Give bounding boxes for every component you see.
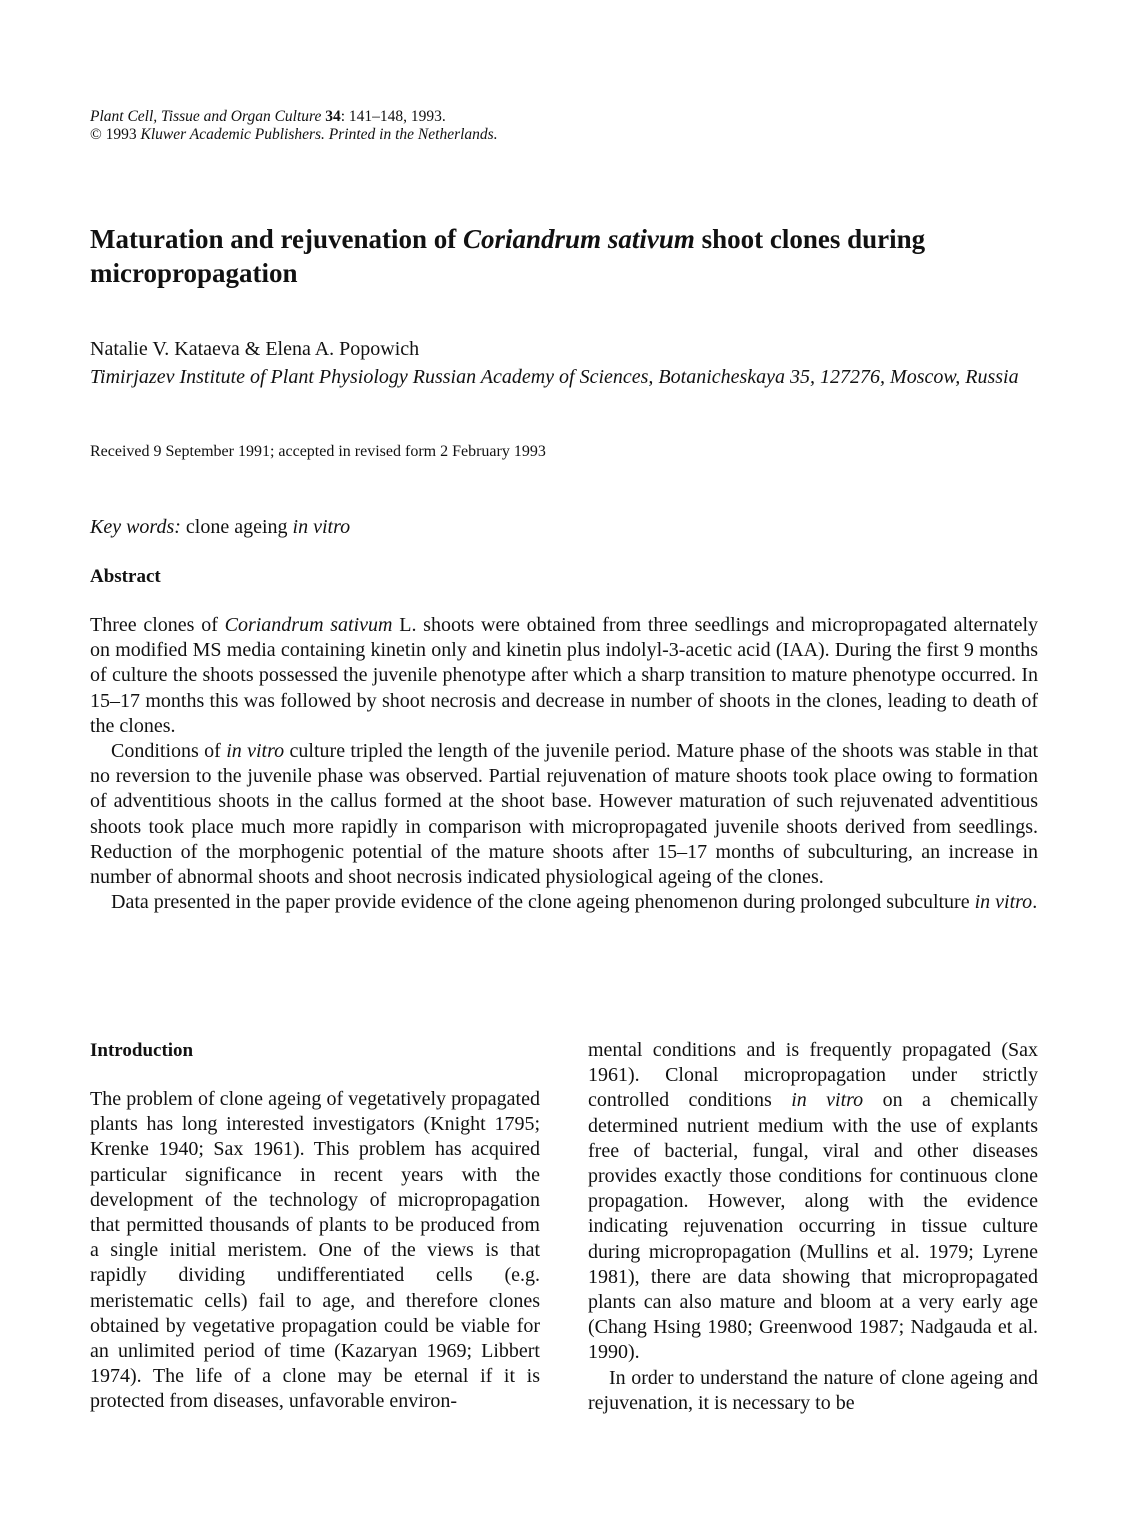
abstract-p2-italic: in vitro [226, 740, 285, 763]
journal-pages-year: : 141–148, 1993. [340, 108, 446, 125]
abstract-heading: Abstract [90, 566, 161, 587]
intro-right-a: mental conditions and is frequently propagated (Sax 1961). Clonal micropropagation under strictly controlled conditions [588, 1039, 1038, 1112]
received-dates: Received 9 September 1991; accepted in revised form 2 February 1993 [90, 443, 546, 460]
keywords-italic: in vitro [292, 516, 351, 538]
title-species: Coriandrum sativum [463, 224, 695, 254]
abstract-p2-b: culture tripled the length of the juvenile period. Mature phase of the shoots was stable in that no reversion to the juvenile phase was observed. Partial rejuvenation of mature shoots took place owing to formation of adventitious shoots in the callus formed at the shoot base. However maturation of such rejuvenated adventitious shoots took place much more rapidly in comparison with micropropagated juvenile shoots derived from seedlings. Reduction of the morphogenic potential of the mature shoots after 15–17 months of subculturing, an increase in number of abnormal shoots and shoot necrosis indicated physiological ageing of the clones. [90, 740, 1039, 889]
abstract-paragraph-3 [90, 890, 1038, 915]
abstract-p3-b: . [1032, 891, 1038, 914]
copyright-line [90, 126, 498, 144]
keywords-text: clone ageing [180, 516, 293, 538]
introduction-left-text: The problem of clone ageing of vegetatively propagated plants has long interested investigators (Knight 1795; Krenke 1940; Sax 1961). This problem has acquired particular significance in recent years with the development of the technology of micropropagation that permitted thousands of plants to be produced from a single initial meristem. One of the views is that rapidly dividing undifferentiated cells (e.g. meristematic cells) fail to age, and therefore clones obtained by vegetative propagation could be viable for an unlimited period of time (Kazaryan 1969; Libbert 1974). The life of a clone may be eternal if it is protected from diseases, unfavorable environ- [90, 1088, 540, 1413]
affiliation: Timirjazev Institute of Plant Physiology Russian Academy of Sciences, Botanicheskaya 35, 127276, Moscow, Russia [90, 366, 1019, 388]
introduction-right-paragraph [588, 1038, 1038, 1366]
abstract-p1-species: Coriandrum sativum [224, 614, 393, 636]
copyright-year: 1993 [105, 126, 137, 143]
abstract-p1-a: Three clones of [90, 614, 225, 636]
abstract-p2-a: Conditions of [111, 740, 227, 763]
introduction-right-paragraph-2: In order to understand the nature of clone ageing and rejuvenation, it is necessary to be [588, 1366, 1038, 1414]
intro-right-b: on a chemically determined nutrient medium with the use of explants free of bacterial, fungal, viral and other diseases provides exactly those conditions for continuous clone propagation. However, along with the evidence indicating rejuvenation occurring in tissue culture during micropropagation (Mullins et al. 1979; Lyrene 1981), there are data showing that micropropagated plants can also mature and bloom at a very early age (Chang Hsing 1980; Greenwood 1987; Nadgauda et al. 1990). [588, 1089, 1038, 1364]
intro-right-italic: in vitro [791, 1089, 864, 1112]
title-part-2: shoot clones during micropropagation [90, 224, 926, 288]
paper-title [90, 222, 1050, 290]
introduction-left-column [90, 1038, 540, 1415]
copyright-symbol: © [90, 126, 102, 143]
keywords [90, 515, 350, 540]
journal-name: Plant Cell, Tissue and Organ Culture [90, 108, 322, 125]
publisher: Kluwer Academic Publishers. Printed in the Netherlands. [140, 126, 498, 143]
abstract-paragraph-1 [90, 613, 1038, 739]
abstract-p1-b: L. shoots were obtained from three seedlings and micropropagated alternately on modified MS media containing kinetin only and kinetin plus indolyl-3-acetic acid (IAA). During the first 9 months of culture the shoots possessed the juvenile phenotype after which a sharp transition to mature phenotype occurred. In 15–17 months this was followed by shoot necrosis and decrease in number of shoots in the clones, leading to death of the clones. [90, 614, 1038, 737]
authors: Natalie V. Kataeva & Elena A. Popowich [90, 338, 420, 360]
keywords-label: Key words: [90, 516, 181, 538]
journal-volume: 34 [325, 108, 341, 125]
abstract-paragraph-2 [90, 739, 1038, 890]
title-part-1: Maturation and rejuvenation of [90, 224, 464, 254]
abstract-p3-italic: in vitro [974, 891, 1033, 914]
abstract-p3-a: Data presented in the paper provide evidence of the clone ageing phenomenon during prolonged subculture [111, 891, 975, 914]
abstract-body [90, 613, 1038, 915]
introduction-right-column [588, 1038, 1038, 1416]
journal-line [90, 108, 498, 126]
journal-citation [90, 108, 498, 144]
introduction-heading: Introduction [90, 1040, 194, 1061]
